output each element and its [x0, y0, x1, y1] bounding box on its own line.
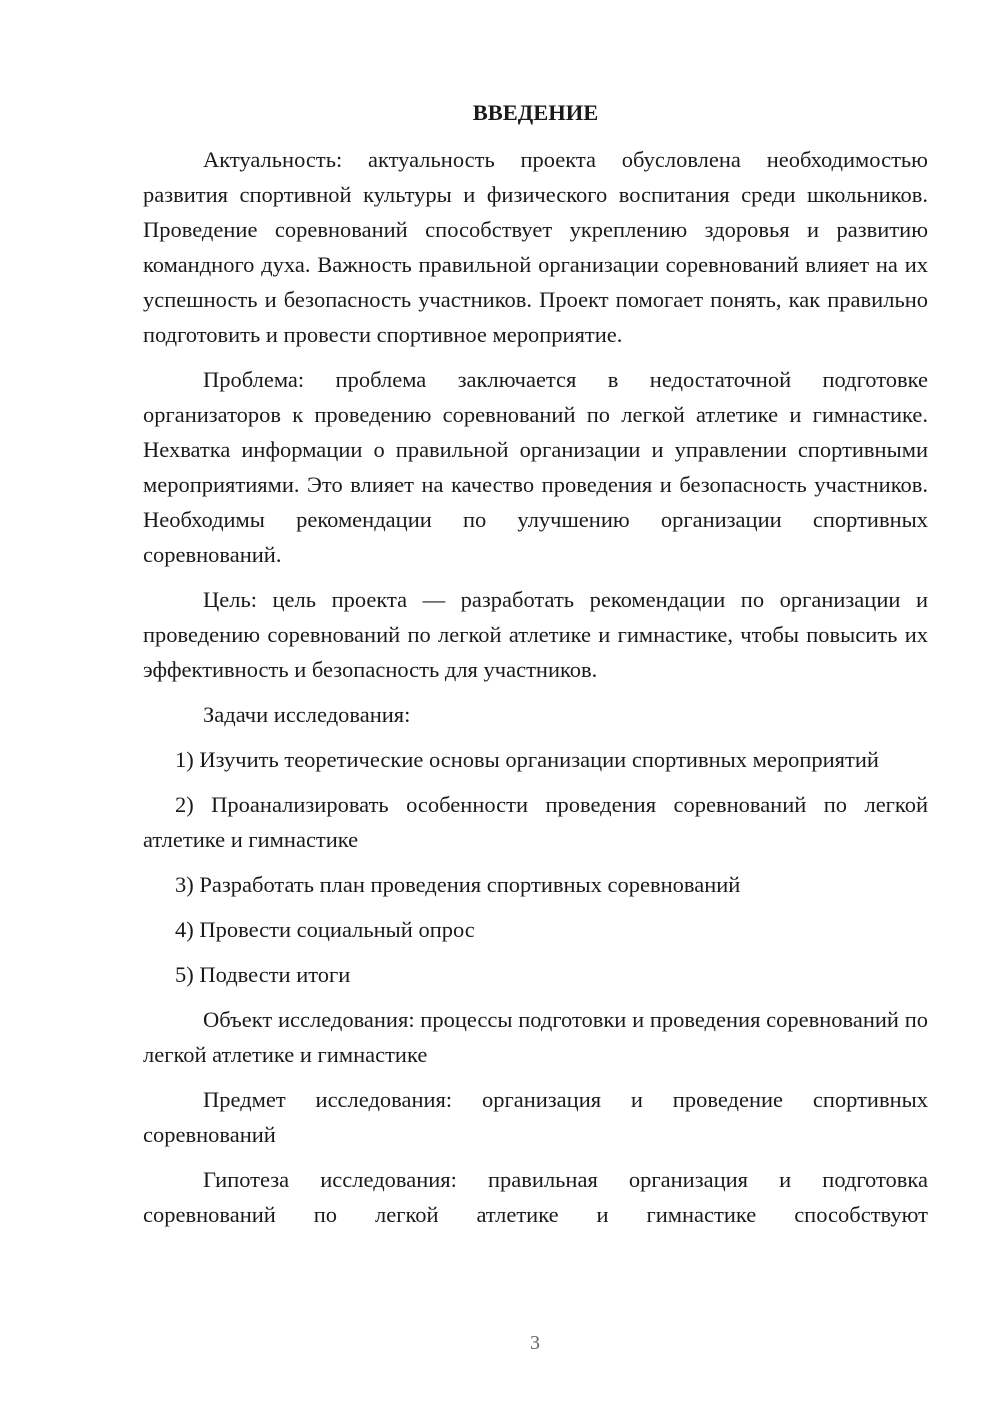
task-item: 4) Провести социальный опрос — [175, 917, 475, 942]
paragraph-subject: Предмет исследования: организация и проведение спортивных соревнований — [143, 1087, 928, 1147]
paragraph-problem: Проблема: проблема заключается в недостаточной подготовке организаторов к проведению соревнований по легкой атлетике и гимнастике. Нехватка информации о правильной организации и управлении спортивными мероприятиями. Это влияет на качество проведения и безопасность участников. Необходимы рекомендации по улучшению организации спортивных соревнований. — [143, 367, 928, 567]
task-item: 5) Подвести итоги — [175, 962, 351, 987]
paragraph-object: Объект исследования: процессы подготовки и проведения соревнований по легкой атлетике и гимнастике — [143, 1007, 928, 1067]
paragraph-goal: Цель: цель проекта — разработать рекомендации по организации и проведению соревнований по легкой атлетике и гимнастике, чтобы повысить их эффективность и безопасность для участников. — [143, 587, 928, 682]
task-item: 2) Проанализировать особенности проведения соревнований по легкой атлетике и гимнастике — [143, 792, 928, 852]
page-number: 3 — [530, 1332, 540, 1354]
paragraph-hypothesis: Гипотеза исследования: правильная организация и подготовка соревнований по легкой атлетике и гимнастике способствуют — [143, 1167, 928, 1227]
tasks-title: Задачи исследования: — [203, 702, 411, 727]
paragraph-relevance: Актуальность: актуальность проекта обусловлена необходимостью развития спортивной культуры и физического воспитания среди школьников. Проведение соревнований способствует укреплению здоровья и развитию командного духа. Важность правильной организации соревнований влияет на их успешность и безопасность участников. Проект помогает понять, как правильно подготовить и провести спортивное мероприятие. — [143, 147, 928, 347]
task-item: 3) Разработать план проведения спортивных соревнований — [175, 872, 741, 897]
task-item: 1) Изучить теоретические основы организации спортивных мероприятий — [175, 747, 879, 772]
section-heading: ВВЕДЕНИЕ — [472, 100, 599, 125]
page-content — [143, 95, 928, 1242]
